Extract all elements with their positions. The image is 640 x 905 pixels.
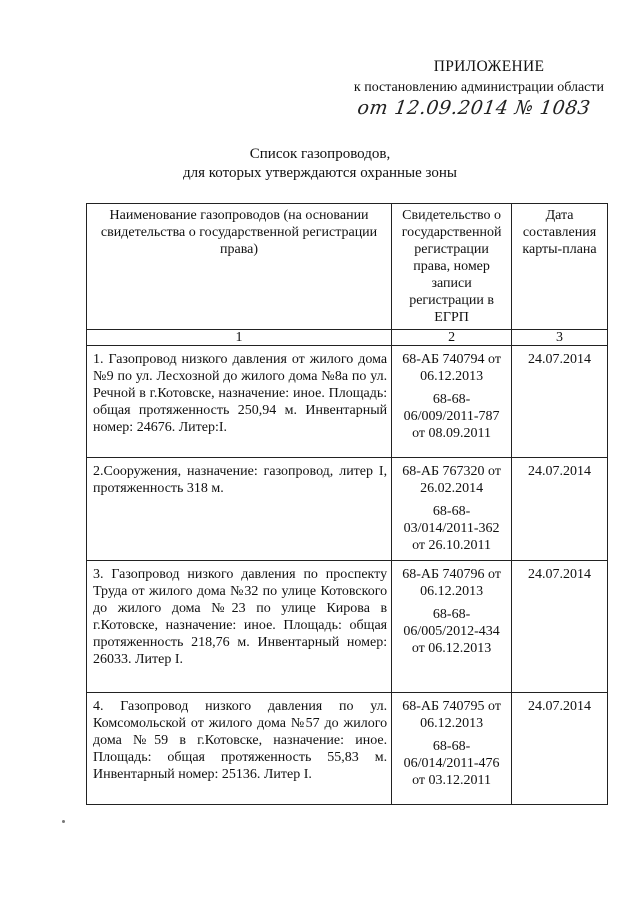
appendix-subtitle: к постановлению администрации области: [353, 80, 604, 95]
handwritten-resolution-number: от 12.09.2014 № 1083: [356, 97, 592, 119]
certificate-number: 68-АБ 740796 от 06.12.2013: [402, 567, 501, 599]
column-numbers-row: [87, 330, 608, 346]
document-heading: [0, 145, 640, 183]
table-row: [87, 458, 608, 561]
scan-speck: [62, 820, 65, 823]
column-number: 3: [512, 330, 608, 346]
map-date: 24.07.2014: [512, 561, 608, 693]
heading-line-2: для которых утверждаются охранные зоны: [183, 165, 457, 181]
pipelines-table: [86, 203, 608, 805]
certificate-cell: [392, 458, 512, 561]
certificate-number: 68-АБ 740794 от 06.12.2013: [402, 352, 501, 384]
header-name: Наименование газопроводов (на основании свидетельства о государственной регистрации права): [87, 204, 392, 330]
table-row: [87, 346, 608, 458]
heading-line-1: Список газопроводов,: [249, 146, 391, 162]
record-number: 68-68-03/014/2011-362 от 26.10.2011: [403, 504, 500, 553]
pipeline-name: 4. Газопровод низкого давления по ул. Комсомольской от жилого дома №57 до жилого дома №59 в г.Котовске, назначение: иное. Площадь: общая протяженность 55,83 м. Инвентарный номер: 25136. Литер I.: [87, 693, 392, 805]
map-date: 24.07.2014: [512, 693, 608, 805]
table-header-row: [87, 204, 608, 330]
column-number: 2: [392, 330, 512, 346]
map-date: 24.07.2014: [512, 346, 608, 458]
certificate-cell: [392, 561, 512, 693]
record-number: 68-68-06/009/2011-787 от 08.09.2011: [403, 392, 500, 441]
header-certificate: Свидетельство о государственной регистрации права, номер записи регистрации в ЕГРП: [392, 204, 512, 330]
column-number: 1: [87, 330, 392, 346]
appendix-title: ПРИЛОЖЕНИЕ: [433, 58, 545, 75]
pipeline-name: 1. Газопровод низкого давления от жилого дома №9 по ул. Лесхозной до жилого дома №8а по ул. Речной в г.Котовске, назначение: иное. Площадь: общая протяженность 250,94 м. Инвентарный номер: 24676. Литер:I.: [87, 346, 392, 458]
record-number: 68-68-06/014/2011-476 от 03.12.2011: [403, 739, 500, 788]
header-date: Дата составления карты-плана: [512, 204, 608, 330]
pipeline-name: 2.Сооружения, назначение: газопровод, литер I, протяженность 318 м.: [87, 458, 392, 561]
table-row: [87, 561, 608, 693]
table-row: [87, 693, 608, 805]
pipeline-name: 3. Газопровод низкого давления по проспекту Труда от жилого дома №32 по улице Котовского до жилого дома №23 по улице Кирова в г.Котовске, назначение: иное. Площадь: общая протяженность 218,76 м. Инвентарный номер: 26033. Литер I.: [87, 561, 392, 693]
certificate-cell: [392, 346, 512, 458]
appendix-block: [314, 58, 604, 119]
certificate-number: 68-АБ 740795 от 06.12.2013: [402, 699, 501, 731]
map-date: 24.07.2014: [512, 458, 608, 561]
certificate-number: 68-АБ 767320 от 26.02.2014: [402, 464, 501, 496]
certificate-cell: [392, 693, 512, 805]
record-number: 68-68-06/005/2012-434 от 06.12.2013: [403, 607, 500, 656]
